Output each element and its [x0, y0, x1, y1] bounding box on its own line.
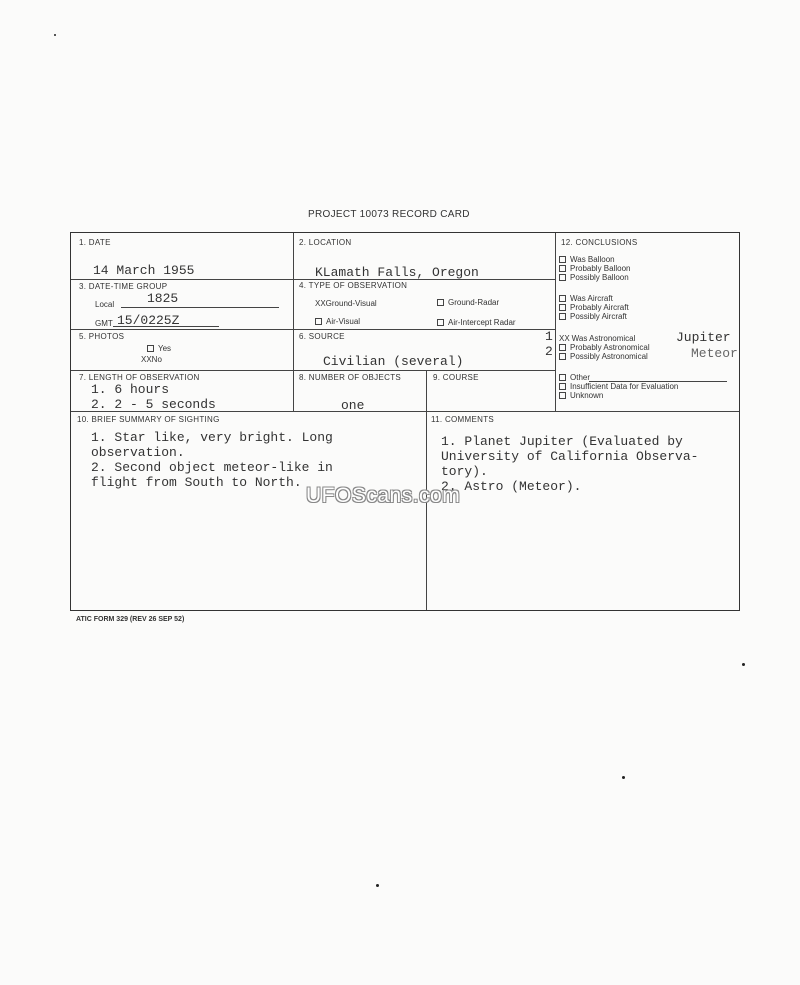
source-label: 6. SOURCE — [299, 332, 345, 341]
checkbox-icon — [559, 265, 566, 272]
checkbox-icon — [559, 304, 566, 311]
conclusion-row — [559, 255, 630, 264]
conclusion-row — [559, 264, 630, 273]
summary-line: 1. Star like, very bright. Long — [91, 430, 333, 445]
divider — [426, 370, 427, 411]
location-value: KLamath Falls, Oregon — [315, 265, 479, 280]
photos-no: XXNo — [141, 355, 162, 364]
conclusion-text: Possibly Aircraft — [570, 312, 627, 321]
divider — [71, 370, 555, 371]
comments-line: 2. Astro (Meteor). — [441, 479, 582, 494]
checkbox-icon — [559, 295, 566, 302]
checkbox-icon — [559, 353, 566, 360]
conclusion-text: Probably Aircraft — [570, 303, 629, 312]
checkbox-icon — [315, 318, 322, 325]
type-obs-label: 4. TYPE OF OBSERVATION — [299, 281, 408, 290]
conclusion-row — [559, 273, 630, 282]
scan-speck — [622, 776, 625, 779]
astro-mark-1: 1 — [545, 329, 553, 344]
objects-value: one — [341, 398, 365, 413]
conclusion-row — [559, 391, 678, 400]
date-label: 1. DATE — [79, 238, 111, 247]
scan-speck — [54, 34, 56, 36]
form-footer: ATIC FORM 329 (REV 26 SEP 52) — [76, 616, 185, 623]
conclusion-row — [559, 303, 629, 312]
air-intercept-text: Air-Intercept Radar — [448, 318, 516, 327]
location-label: 2. LOCATION — [299, 238, 352, 247]
conclusion-aircraft-group — [559, 294, 629, 321]
conclusion-text: Was Aircraft — [570, 294, 613, 303]
course-label: 9. COURSE — [433, 373, 479, 382]
conclusion-other-group — [559, 373, 678, 400]
scan-speck — [376, 884, 379, 887]
card-title: PROJECT 10073 RECORD CARD — [308, 209, 470, 220]
air-intercept-option — [437, 318, 516, 327]
gmt-label: GMT — [95, 319, 113, 328]
divider — [426, 411, 427, 610]
photos-label: 5. PHOTOS — [79, 332, 125, 341]
ground-visual-option: XXGround-Visual — [315, 299, 377, 308]
divider — [293, 233, 294, 411]
scan-speck — [742, 663, 745, 666]
comments-line: tory). — [441, 464, 488, 479]
checkbox-icon — [559, 344, 566, 351]
summary-line: observation. — [91, 445, 185, 460]
air-visual-option — [315, 317, 360, 326]
checkbox-icon — [559, 383, 566, 390]
date-value: 14 March 1955 — [93, 263, 195, 278]
checkbox-icon — [559, 374, 566, 381]
conclusion-row — [559, 312, 629, 321]
watermark-logo: UFOScans.com — [306, 484, 461, 507]
length-label: 7. LENGTH OF OBSERVATION — [79, 373, 200, 382]
conclusion-row — [559, 343, 650, 352]
conclusions-label: 12. CONCLUSIONS — [561, 238, 638, 247]
local-value: 1825 — [147, 291, 179, 306]
local-label: Local — [95, 300, 115, 309]
comments-line: 1. Planet Jupiter (Evaluated by — [441, 434, 683, 449]
divider — [71, 329, 555, 330]
objects-label: 8. NUMBER OF OBJECTS — [299, 373, 402, 382]
checkbox-icon — [437, 319, 444, 326]
checkbox-icon — [437, 299, 444, 306]
conclusion-text: Unknown — [570, 391, 604, 400]
comments-label: 11. COMMENTS — [431, 415, 495, 424]
gmt-value: 15/0225Z — [117, 313, 180, 328]
record-card — [70, 232, 740, 611]
local-underline — [121, 307, 279, 308]
conclusion-row — [559, 334, 650, 343]
checkbox-icon — [559, 256, 566, 263]
summary-line: 2. Second object meteor-like in — [91, 460, 333, 475]
comments-line: University of California Observa- — [441, 449, 699, 464]
conclusion-text: Other — [570, 373, 591, 382]
conclusion-row — [559, 352, 650, 361]
astro-mark-2: 2 — [545, 344, 553, 359]
conclusion-row — [559, 382, 678, 391]
source-value: Civilian (several) — [323, 354, 464, 369]
conclusion-text: Probably Astronomical — [570, 343, 650, 352]
conclusion-text: Possibly Astronomical — [570, 352, 648, 361]
note-meteor: Meteor — [691, 346, 738, 361]
conclusion-astronomical-group — [559, 334, 650, 361]
dtg-label: 3. DATE-TIME GROUP — [79, 282, 168, 291]
divider — [555, 233, 556, 411]
photos-yes — [147, 344, 171, 353]
conclusion-text: Possibly Balloon — [570, 273, 629, 282]
gmt-underline — [113, 326, 219, 327]
conclusion-was-balloon — [559, 255, 630, 282]
xx-mark: XX — [559, 334, 570, 343]
checkbox-icon — [559, 392, 566, 399]
photos-yes-text: Yes — [158, 344, 172, 353]
air-visual-text: Air-Visual — [326, 317, 361, 326]
conclusion-text: Insufficient Data for Evaluation — [570, 382, 679, 391]
checkbox-icon — [559, 274, 566, 281]
ground-radar-text: Ground-Radar — [448, 298, 500, 307]
checkbox-icon — [147, 345, 154, 352]
conclusion-text: Was Balloon — [570, 255, 615, 264]
conclusion-row — [559, 294, 629, 303]
note-jupiter: Jupiter — [676, 330, 731, 345]
ground-radar-option — [437, 298, 499, 307]
other-underline — [589, 381, 727, 382]
length-line1: 1. 6 hours — [91, 382, 170, 397]
summary-label: 10. BRIEF SUMMARY OF SIGHTING — [77, 415, 220, 424]
summary-line: flight from South to North. — [91, 475, 302, 490]
divider — [71, 279, 555, 280]
conclusion-text: Probably Balloon — [570, 264, 631, 273]
conclusion-text: Was Astronomical — [571, 334, 636, 343]
length-line2: 2. 2 - 5 seconds — [91, 397, 216, 412]
checkbox-icon — [559, 313, 566, 320]
